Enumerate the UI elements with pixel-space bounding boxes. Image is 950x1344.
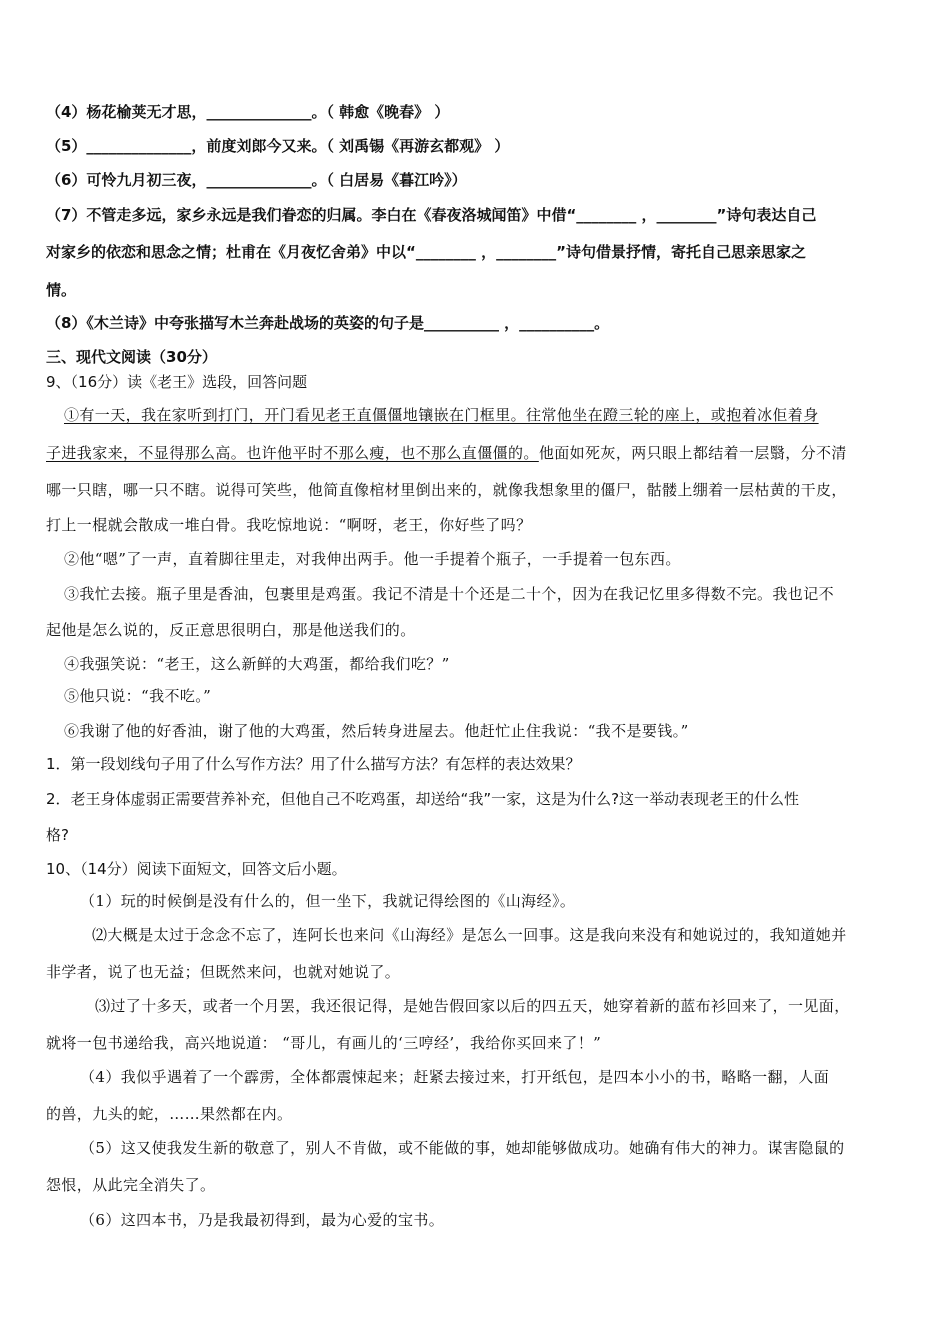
q10-title: 10、（14分）阅读下面短文，回答文后小题。	[46, 860, 347, 878]
poetry-q7-line1: （7）不管走多远，家乡永远是我们眷恋的归属。李白在《春夜洛城闻笛》中借“________ ，________”诗句表达自己	[46, 206, 817, 224]
q10-p1: （1）玩的时候倒是没有什么的，但一坐下，我就记得绘图的《山海经》。	[80, 892, 576, 910]
q9-question2-line2: 格?	[46, 826, 69, 844]
poetry-q5: （5）______________，前度刘郎今又来。（ 刘禹锡《再游玄都观》 ）	[46, 137, 510, 155]
poetry-q6: （6）可怜九月初三夜，______________。（ 白居易《暮江吟》）	[46, 171, 467, 189]
q10-p6: （6）这四本书，乃是我最初得到，最为心爱的宝书。	[80, 1211, 445, 1229]
q10-p5-line2: 怨恨，从此完全消失了。	[46, 1176, 216, 1194]
poetry-q8: （8）《木兰诗》中夸张描写木兰奔赴战场的英姿的句子是__________ ，__________。	[46, 314, 610, 332]
poetry-q7-line2: 对家乡的依恋和思念之情；杜甫在《月夜忆舍弟》中以“________ ，________”诗句借景抒情，寄托自己思亲思家之	[46, 243, 806, 261]
q9-p3-line1: ③我忙去接。瓶子里是香油，包裹里是鸡蛋。我记不清是十个还是二十个，因为在我记忆里多得数不完。我也记不	[64, 585, 835, 603]
q10-p2-line1: ⑵大概是太过于念念不忘了，连阿长也来问《山海经》是怎么一回事。这是我向来没有和她说过的，我知道她并	[92, 926, 847, 944]
poetry-q4: （4）杨花榆荚无才思，______________。（ 韩愈《晚春》 ）	[46, 103, 450, 121]
q9-p1-line4: 打上一棍就会散成一堆白骨。我吃惊地说：“啊呀，老王，你好些了吗？	[46, 516, 532, 534]
q9-question2-line1: 2．老王身体虚弱正需要营养补充，但他自己不吃鸡蛋，却送给“我”一家，这是为什么?这一举动表现老王的什么性	[46, 790, 800, 808]
q9-p2: ②他“嗯”了一声，直着脚往里走，对我伸出两手。他一手提着个瓶子，一手提着一包东西。	[64, 550, 681, 568]
q9-p4: ④我强笑说：“老王，这么新鲜的大鸡蛋，都给我们吃？”	[64, 655, 450, 673]
section3-heading: 三、现代文阅读（30分）	[46, 348, 217, 366]
q10-p3-line2: 就将一包书递给我，高兴地说道： “哥儿，有画儿的‘三哼经’，我给你买回来了！”	[46, 1034, 602, 1052]
q10-p3-line1: ⑶过了十多天，或者一个月罢，我还很记得，是她告假回家以后的四五天，她穿着新的蓝布衫回来了，一见面，	[95, 997, 850, 1015]
q9-question1: 1．第一段划线句子用了什么写作方法？用了什么描写方法？有怎样的表达效果？	[46, 755, 581, 773]
q9-p1-line1: ①有一天，我在家听到打门，开门看见老王直僵僵地镶嵌在门框里。往常他坐在蹬三轮的座上，或抱着冰佢着身	[64, 406, 819, 424]
q9-p1-line2-rest: 他面如死灰，两只眼上都结着一层翳，分不清	[538, 444, 847, 462]
q9-p1-line2	[46, 443, 847, 463]
q9-p6: ⑥我谢了他的好香油，谢了他的大鸡蛋，然后转身进屋去。他赶忙止住我说：“我不是要钱。”	[64, 722, 689, 740]
q10-p2-line2: 非学者，说了也无益；但既然来问，也就对她说了。	[46, 963, 401, 981]
q10-p5-line1: （5）这又使我发生新的敬意了，别人不肯做，或不能做的事，她却能够做成功。她确有伟大的神力。谋害隐鼠的	[80, 1139, 845, 1157]
q9-p1-line3: 哪一只瞎，哪一只不瞎。说得可笑些，他简直像棺材里倒出来的，就像我想象里的僵尸，骷髅上绷着一层枯黄的干皮，	[46, 481, 847, 499]
q10-p4-line2: 的兽，九头的蛇，……果然都在内。	[46, 1105, 293, 1123]
q9-p3-line2: 起他是怎么说的，反正意思很明白，那是他送我们的。	[46, 621, 416, 639]
q10-p4-line1: （4）我似乎遇着了一个霹雳，全体都震悚起来；赶紧去接过来，打开纸包，是四本小小的书，略略一翻，人面	[80, 1068, 830, 1086]
q9-p1-underlined: 子进我家来，不显得那么高。也许他平时不那么瘦，也不那么直僵僵的。	[46, 444, 539, 462]
q9-title: 9、（16分）读《老王》选段，回答问题	[46, 373, 308, 391]
q9-p5: ⑤他只说：“我不吃。”	[64, 687, 212, 705]
poetry-q7-line3: 情。	[46, 281, 77, 299]
